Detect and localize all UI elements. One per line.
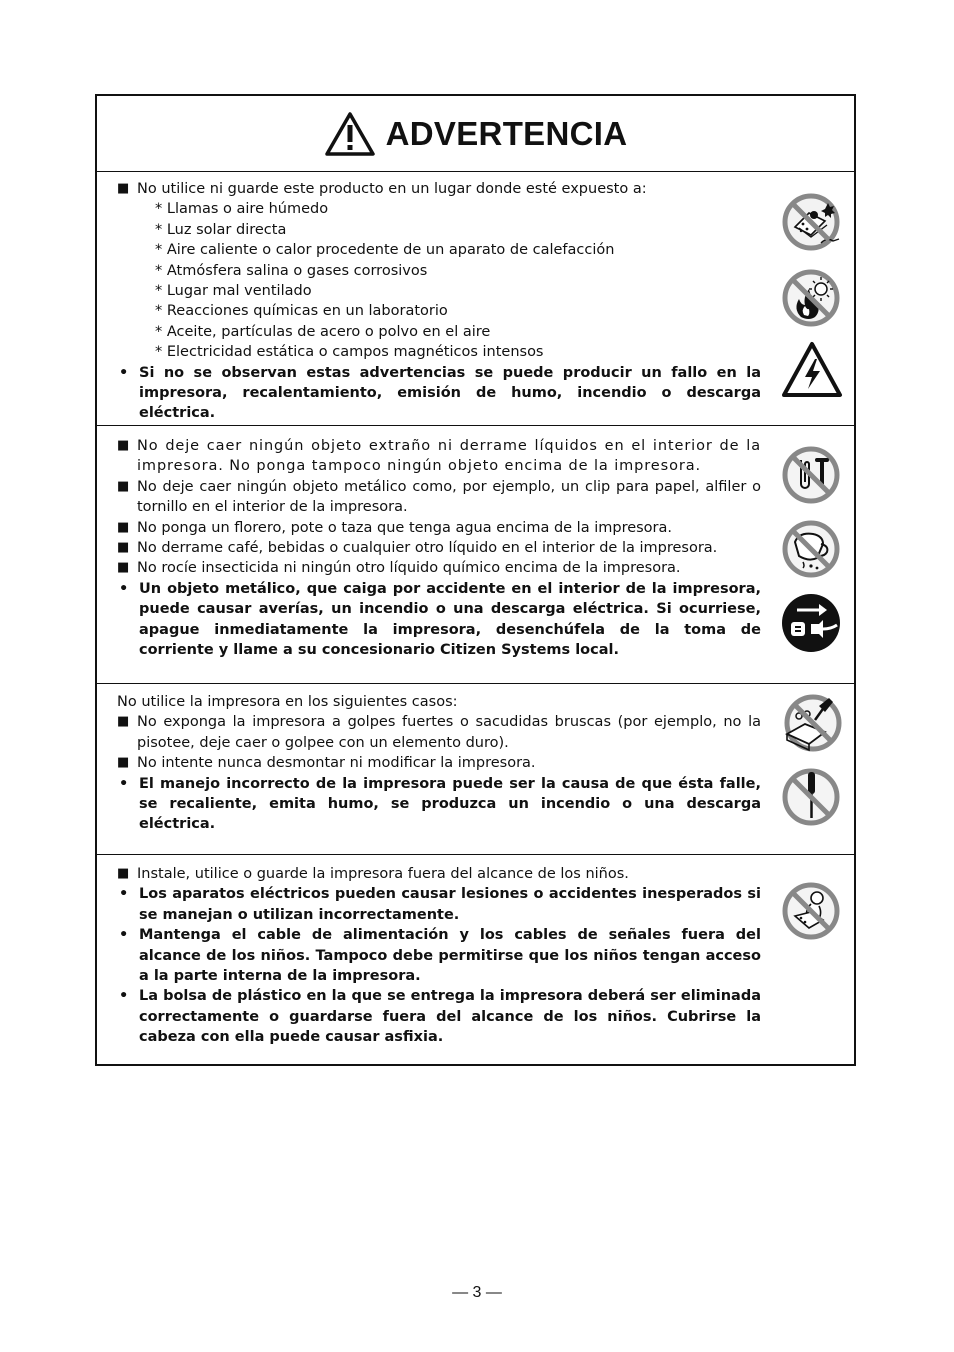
square-bullet-icon: ■: [117, 181, 130, 196]
sub-item: * Atmósfera salina o gases corrosivos: [155, 262, 428, 279]
square-bullet-icon: ■: [117, 866, 130, 881]
square-bullet-icon: ■: [117, 560, 130, 576]
list-item: ■ No ponga un florero, pote o taza que tenga agua encima de la impresora.: [117, 518, 761, 538]
unplug-icon: [781, 592, 843, 654]
sub-item: * Reacciones químicas en un laboratorio: [155, 303, 448, 320]
electric-shock-warning-icon: [781, 341, 843, 399]
sub-item: * Lugar mal ventilado: [155, 283, 312, 300]
square-bullet-icon: ■: [117, 478, 130, 494]
warning-title: ADVERTENCIA: [385, 114, 628, 152]
section-children: [97, 854, 854, 1066]
list-item: ■ Instale, utilice o guarde la impresora fuera del alcance de los niños.: [117, 864, 761, 884]
section-foreign-objects: [97, 425, 854, 683]
sub-item: * Luz solar directa: [155, 221, 287, 238]
warning-note: • Los aparatos eléctricos pueden causar lesiones o accidentes inesperados si se manejan o utilizan incorrectamente.: [119, 886, 761, 923]
no-disassembly-icon: [781, 766, 843, 828]
no-impact-icon: [781, 692, 843, 754]
warning-triangle-icon: [324, 111, 376, 157]
warning-note: • Si no se observan estas advertencias se puede producir un fallo en la impresora, recalentamiento, emisión de humo, incendio o descarga eléctrica.: [119, 364, 761, 422]
list-item: ■ No exponga la impresora a golpes fuertes o sacudidas bruscas (por ejemplo, no la pisotee, deje caer o golpee con un elemento duro).: [117, 712, 761, 753]
section-improper-use: [97, 683, 854, 854]
square-bullet-icon: ■: [117, 540, 130, 556]
keep-away-from-children-icon: [781, 880, 843, 942]
list-item: ■ No deje caer ningún objeto extraño ni derrame líquidos en el interior de la impresora. No ponga tampoco ningún objeto encima de la impresora.: [117, 436, 761, 477]
list-item: ■ No utilice ni guarde este producto en un lugar donde esté expuesto a:: [117, 179, 761, 199]
warning-header: [97, 96, 854, 172]
section-environment: [97, 171, 854, 425]
no-metal-objects-icon: [781, 444, 843, 506]
square-bullet-icon: ■: [117, 755, 130, 771]
no-humidity-icon: [781, 191, 843, 253]
list-item: ■ No intente nunca desmontar ni modificar la impresora.: [117, 753, 761, 773]
warning-note: • Un objeto metálico, que caiga por accidente en el interior de la impresora, puede causar averías, un incendio o una descarga eléctrica. Si ocurriese, apague inmediatamente la impresora, desenchúfela de la toma de corriente y llame a su concesionario Citizen Systems local.: [119, 580, 761, 659]
square-bullet-icon: ■: [117, 438, 130, 453]
list-item: ■ No derrame café, bebidas o cualquier otro líquido en el interior de la impresora.: [117, 538, 761, 558]
list-item: ■ No rocíe insecticida ni ningún otro líquido químico encima de la impresora.: [117, 558, 761, 578]
no-liquids-icon: [781, 518, 843, 580]
warning-note: • Mantenga el cable de alimentación y los cables de señales fuera del alcance de los niños. Tampoco debe permitirse que los niños tengan acceso a la parte interna de la impresora.: [119, 927, 761, 985]
sub-item: * Llamas o aire húmedo: [155, 201, 329, 218]
square-bullet-icon: ■: [117, 714, 130, 730]
page-number: — 3 —: [452, 1284, 502, 1301]
sub-item: * Aceite, partículas de acero o polvo en el aire: [155, 323, 491, 340]
square-bullet-icon: ■: [117, 519, 130, 535]
no-fire-sunlight-icon: [781, 267, 843, 329]
list-item: ■ No deje caer ningún objeto metálico como, por ejemplo, un clip para papel, alfiler o tornillo en el interior de la impresora.: [117, 477, 761, 518]
warning-box: [95, 94, 856, 1066]
warning-note: • La bolsa de plástico en la que se entrega la impresora deberá ser eliminada correctamente o guardarse fuera del alcance de los niños. Cubrirse la cabeza con ella puede causar asfixia.: [119, 988, 761, 1046]
sub-item: * Aire caliente o calor procedente de un aparato de calefacción: [155, 242, 615, 259]
section-lead: No utilice la impresora en los siguientes casos:: [117, 694, 458, 710]
warning-note: • El manejo incorrecto de la impresora puede ser la causa de que ésta falle, se recaliente, emita humo, se produzca un incendio o una descarga eléctrica.: [119, 775, 761, 833]
sub-item: * Electricidad estática o campos magnéticos intensos: [155, 344, 544, 361]
